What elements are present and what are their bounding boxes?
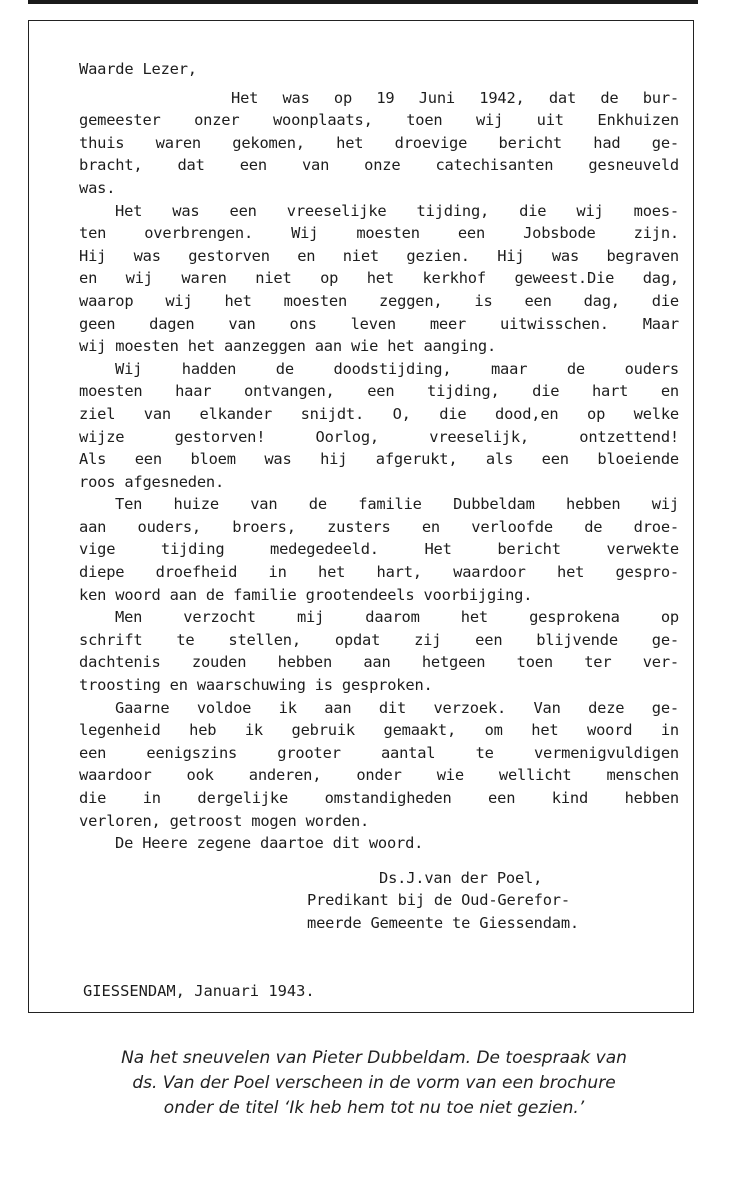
letter-line: die in dergelijke omstandigheden een kind hebben: [79, 789, 679, 807]
letter-line: Het was een vreeselijke tijding, die wij moes-: [115, 201, 679, 220]
letter-line: en wij waren niet op het kerkhof geweest.Die dag,: [79, 269, 679, 288]
letter-line: wij moesten het aanzeggen aan wie het aanging.: [79, 337, 497, 356]
signature-congregation: meerde Gemeente te Giessendam.: [307, 913, 579, 932]
letter-line: Gaarne voldoe ik aan dit verzoek. Van deze ge-: [115, 698, 679, 717]
letter-line: waarop wij het moesten zeggen, is een dag, die: [79, 291, 679, 310]
signature-title: Predikant bij de Oud-Gerefor-: [307, 891, 570, 910]
letter-line: De Heere zegene daartoe dit woord.: [115, 834, 424, 853]
letter-line: ten overbrengen. Wij moesten een Jobsbode zijn.: [79, 224, 679, 243]
letter-line: verloren, getroost mogen worden.: [79, 811, 370, 830]
caption-line: Na het sneuvelen van Pieter Dubbeldam. De toespraak van: [121, 1048, 627, 1068]
letter-line: thuis waren gekomen, het droevige bericht had ge-: [79, 133, 679, 152]
letter-line: Ten huize van de familie Dubbeldam hebben wij: [115, 495, 679, 514]
letter-line: een eenigszins grooter aantal te vermenigvuldigen: [79, 743, 679, 762]
letter-line: aan ouders, broers, zusters en verloofde de droe-: [79, 517, 679, 536]
letter-line: gemeester onzer woonplaats, toen wij uit Enkhuizen: [79, 111, 679, 130]
letter-paragraphs: [79, 87, 679, 855]
letter-line: bracht, dat een van onze catechisanten gesneuveld: [79, 156, 679, 175]
letter-line: waardoor ook anderen, onder wie wellicht menschen: [79, 766, 679, 785]
top-border-rule: [28, 0, 698, 4]
letter-line: moesten haar ontvangen, een tijding, die hart en: [79, 382, 679, 401]
photo-caption: [0, 1046, 748, 1121]
letter-greeting: Waarde Lezer,: [79, 60, 197, 78]
caption-line: ds. Van der Poel verscheen in de vorm van een brochure: [132, 1073, 616, 1093]
letter-line: was.: [79, 178, 116, 197]
letter-line: schrift te stellen, opdat zij een blijvende ge-: [79, 630, 679, 649]
letter-line: Men verzocht mij daarom het gesprokena op: [115, 608, 679, 627]
letter-line: troosting en waarschuwing is gesproken.: [79, 676, 433, 695]
signature-name: Ds.J.van der Poel,: [379, 868, 543, 887]
letter-line: geen dagen van ons leven meer uitwisschen. Maar: [79, 314, 679, 333]
letter-line: ziel van elkander snijdt. O, die dood,en op welke: [79, 404, 679, 423]
letter-line: legenheid heb ik gebruik gemaakt, om het woord in: [79, 721, 679, 740]
letter-line: dachtenis zouden hebben aan hetgeen toen ter ver-: [79, 653, 679, 672]
letter-line: Het was op 19 Juni 1942, dat de bur-: [231, 88, 679, 107]
letter-line: Hij was gestorven en niet gezien. Hij was begraven: [79, 246, 679, 265]
letter-line: wijze gestorven! Oorlog, vreeselijk, ontzettend!: [79, 427, 679, 446]
letter-line: roos afgesneden.: [79, 472, 225, 491]
letter-line: diepe droefheid in het hart, waardoor het gespro-: [79, 563, 679, 582]
letter-line: ken woord aan de familie grootendeels voorbijging.: [79, 585, 533, 604]
letter-body: [79, 58, 679, 935]
caption-line: onder de titel ‘Ik heb hem tot nu toe niet gezien.’: [163, 1098, 585, 1118]
letter-line: Wij hadden de doodstijding, maar de ouders: [115, 359, 679, 378]
letter-line: Als een bloem was hij afgerukt, als een bloeiende: [79, 450, 679, 469]
letter-place-date: GIESSENDAM, Januari 1943.: [83, 982, 315, 1000]
letter-line: vige tijding medegedeeld. Het bericht verwekte: [79, 540, 679, 559]
